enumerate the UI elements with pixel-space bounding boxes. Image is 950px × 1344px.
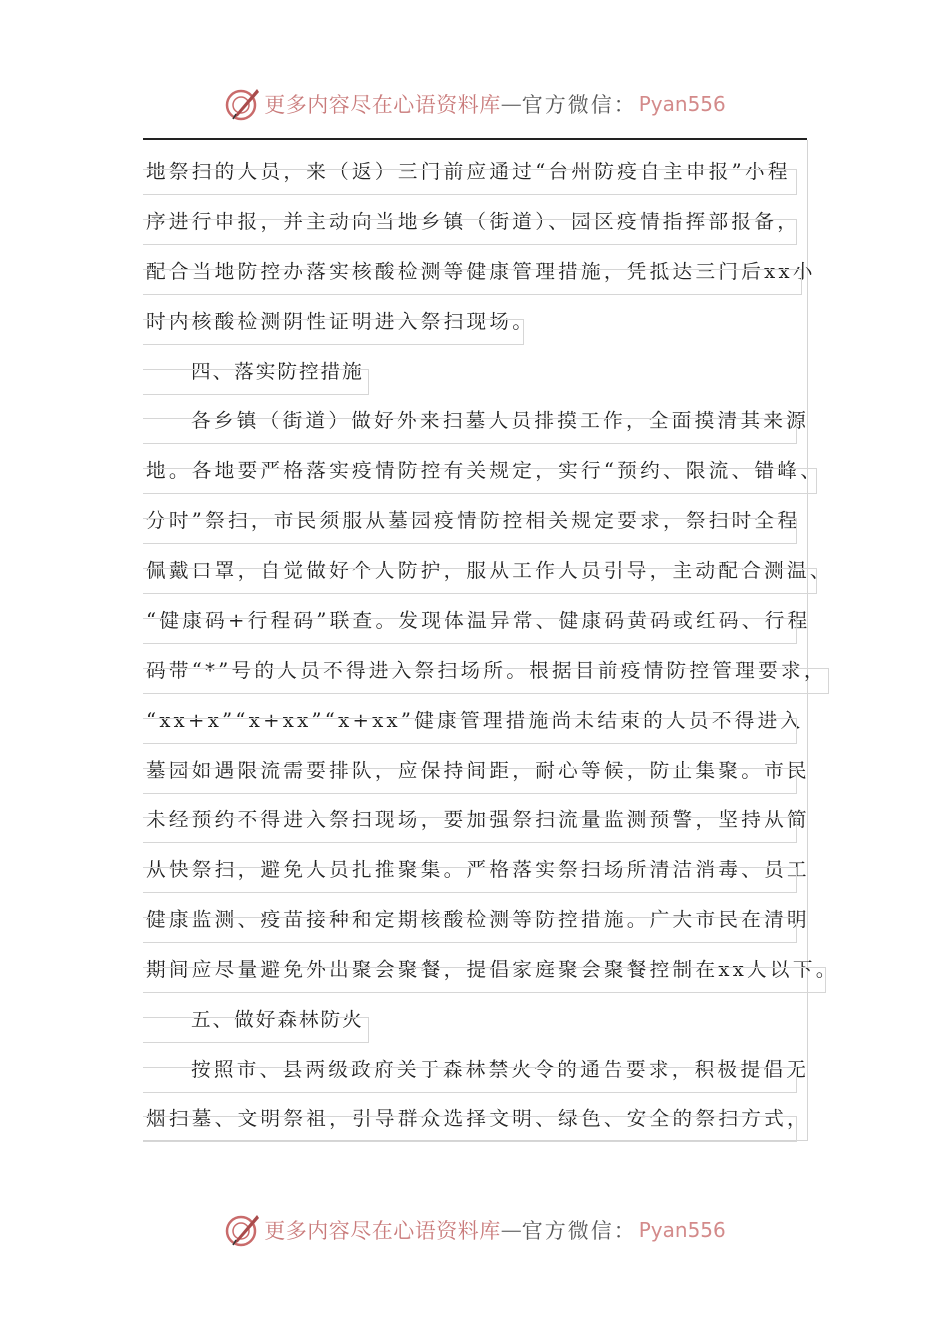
text-line: 烟扫墓、文明祭祖，引导群众选择文明、绿色、安全的祭扫方式， bbox=[146, 1105, 810, 1133]
quill-logo-icon bbox=[224, 86, 260, 122]
text-line: 按照市、县两级政府关于森林禁火令的通告要求，积极提倡无 bbox=[146, 1056, 809, 1084]
text-line: 健康监测、疫苗接种和定期核酸检测等防控措施。广大市民在清明 bbox=[146, 906, 810, 934]
text-line: 佩戴口罩，自觉做好个人防护，服从工作人员引导，主动配合测温、 bbox=[146, 557, 833, 585]
wechat-label: 官方微信： bbox=[521, 1219, 637, 1243]
section-heading: 四、落实防控措施 bbox=[146, 358, 364, 386]
text-line: 期间应尽量避免外出聚会聚餐，提倡家庭聚会聚餐控制在xx人以下。 bbox=[146, 956, 839, 984]
text-line: 墓园如遇限流需要排队，应保持间距，耐心等候，防止集聚。市民 bbox=[146, 757, 810, 785]
text-line: 地祭扫的人员，来（返）三门前应通过“台州防疫自主申报”小程 bbox=[146, 158, 791, 186]
text-line: 序进行申报，并主动向当地乡镇（街道）、园区疫情指挥部报备， bbox=[146, 208, 800, 236]
text-line: 码带“*”号的人员不得进入祭扫场所。根据目前疫情防控管理要求， bbox=[146, 657, 827, 685]
header-banner bbox=[0, 84, 950, 124]
text-line: “健康码+行程码”联查。发现体温异常、健康码黄码或红码、行程 bbox=[146, 607, 810, 635]
footer-banner bbox=[0, 1210, 950, 1250]
text-line: 时内核酸检测阴性证明进入祭扫现场。 bbox=[146, 308, 535, 336]
banner-separator: — bbox=[500, 1218, 522, 1242]
wechat-id: Pyan556 bbox=[638, 92, 726, 116]
quill-logo-icon bbox=[224, 1212, 260, 1248]
wechat-id: Pyan556 bbox=[638, 1218, 726, 1242]
text-line: 各乡镇（街道）做好外来扫墓人员排摸工作，全面摸清其来源 bbox=[146, 407, 809, 435]
site-name: 更多内容尽在心语资料库 bbox=[264, 1219, 501, 1243]
text-line: “xx+x”“x+xx”“x+xx”健康管理措施尚未结束的人员不得进入 bbox=[146, 707, 803, 735]
section-heading: 五、做好森林防火 bbox=[146, 1006, 364, 1034]
site-name: 更多内容尽在心语资料库 bbox=[264, 93, 501, 117]
text-line: 未经预约不得进入祭扫现场，要加强祭扫流量监测预警，坚持从简 bbox=[146, 806, 810, 834]
text-line: 地。各地要严格落实疫情防控有关规定，实行“预约、限流、错峰、 bbox=[146, 457, 823, 485]
wechat-label: 官方微信： bbox=[521, 93, 637, 117]
banner-separator: — bbox=[500, 92, 522, 116]
text-line: 分时”祭扫，市民须服从墓园疫情防控相关规定要求，祭扫时全程 bbox=[146, 507, 800, 535]
text-line: 配合当地防控办落实核酸检测等健康管理措施，凭抵达三门后xx小 bbox=[146, 258, 816, 286]
text-line: 从快祭扫，避免人员扎推聚集。严格落实祭扫场所清洁消毒、员工 bbox=[146, 856, 810, 884]
